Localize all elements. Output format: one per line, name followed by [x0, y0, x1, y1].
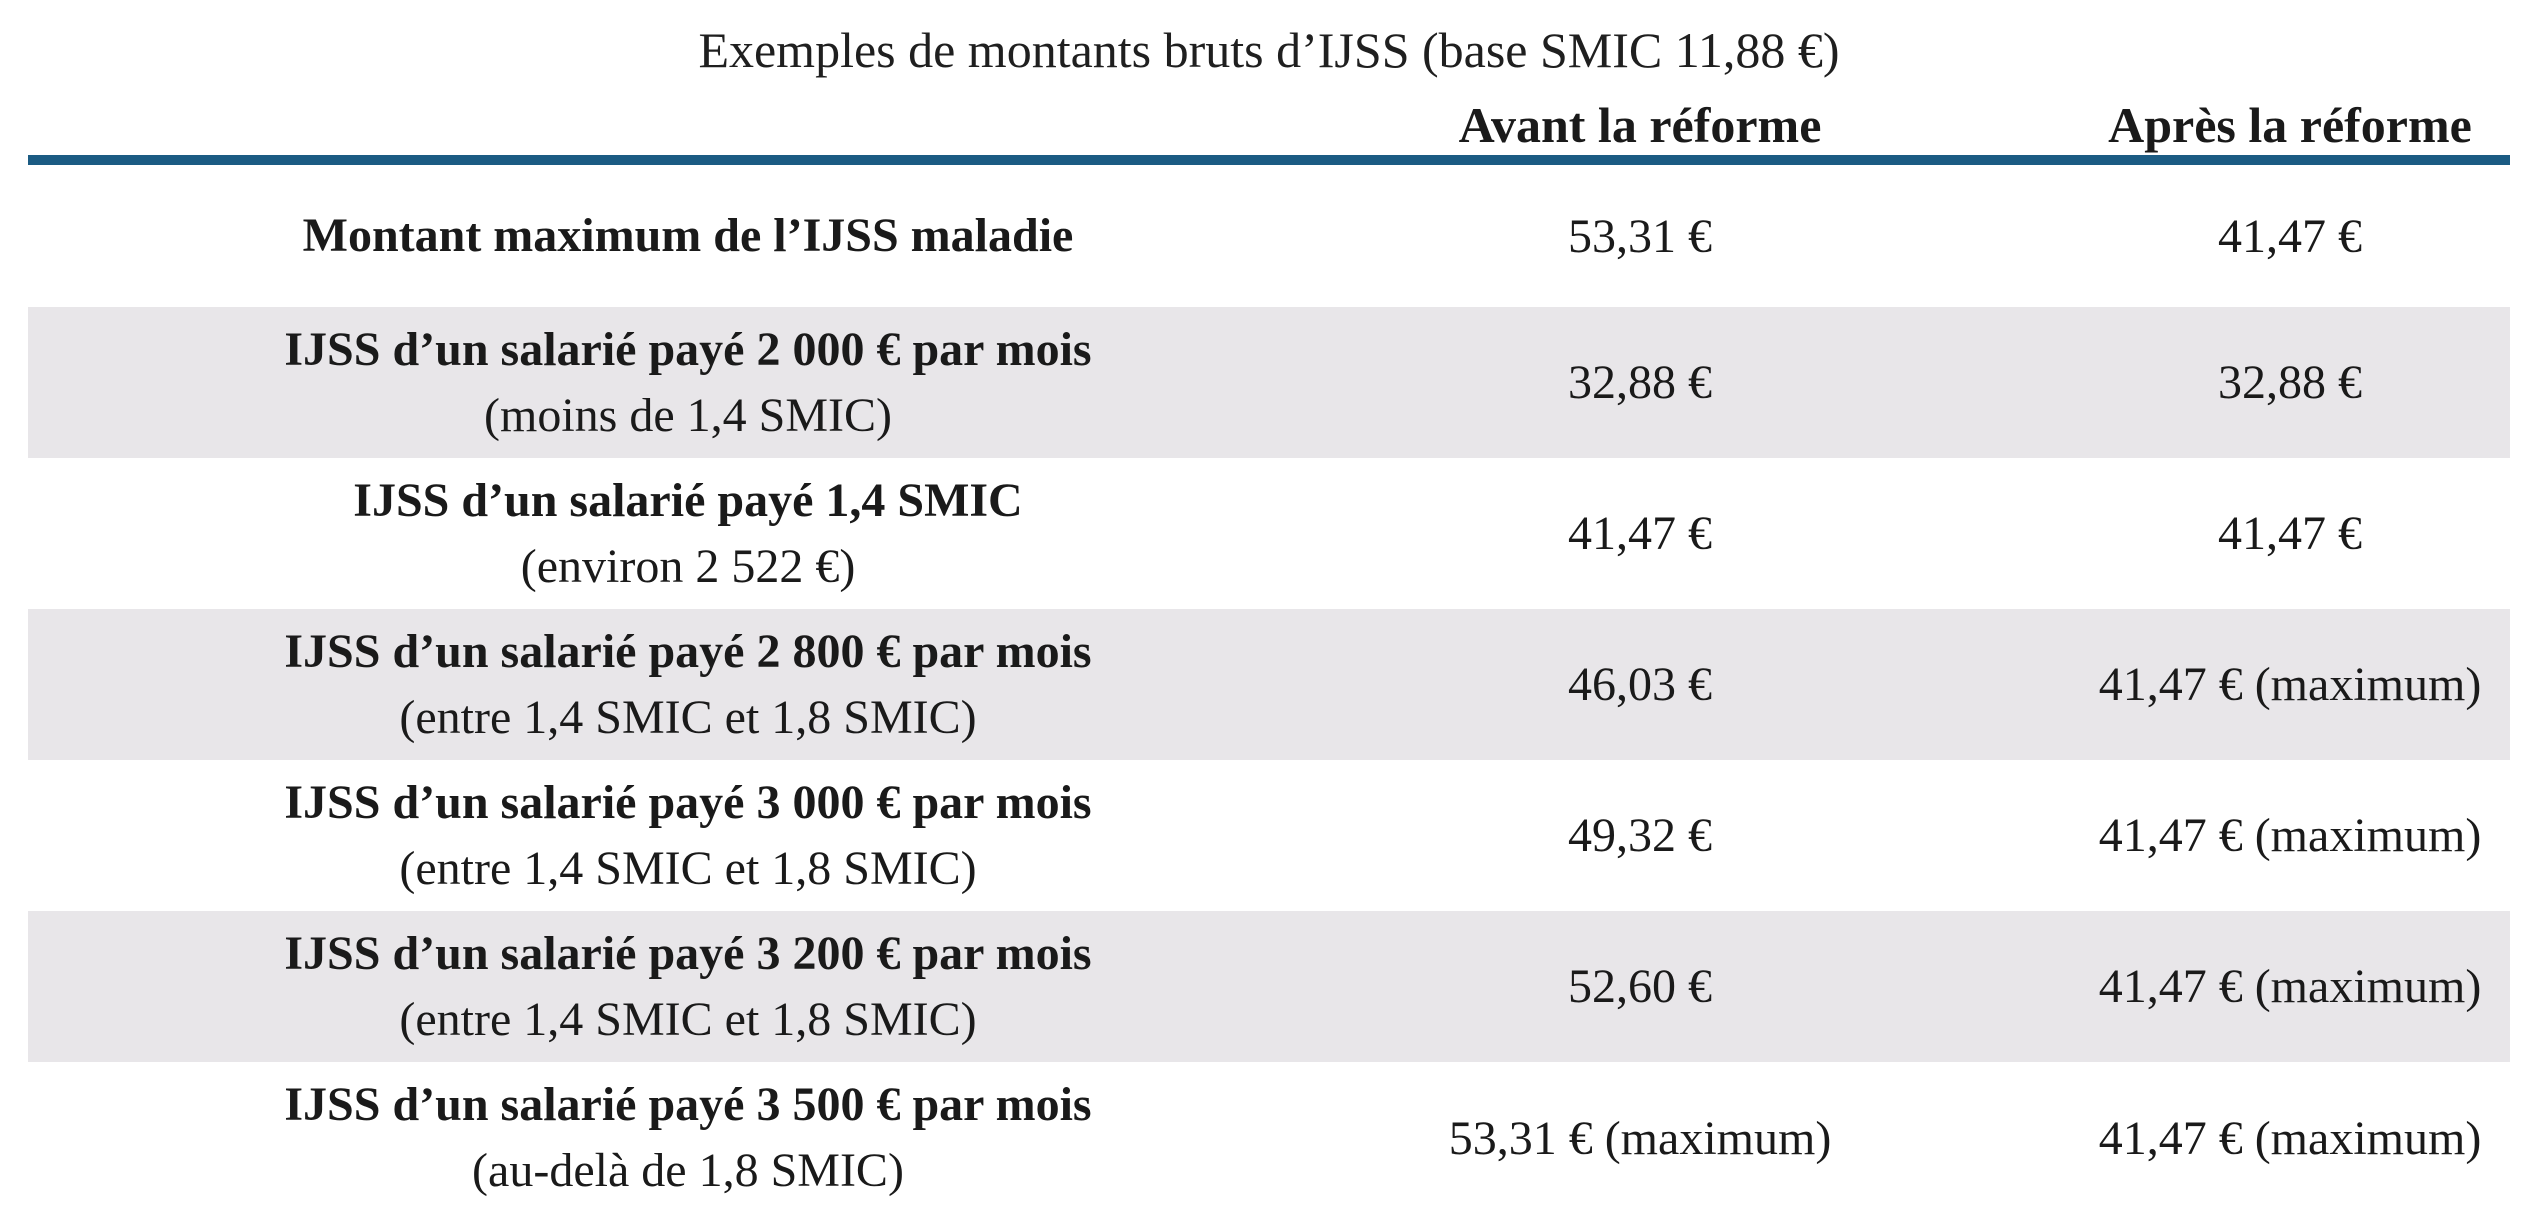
value-before: 53,31 €: [1568, 209, 1712, 263]
row-label-cell: [28, 307, 1348, 458]
row-label-cell: [28, 165, 1348, 307]
row-label: IJSS d’un salarié payé 1,4 SMIC: [353, 473, 1023, 527]
value-after: 41,47 € (maximum): [2098, 658, 2482, 711]
row-sublabel: (moins de 1,4 SMIC): [484, 388, 892, 442]
row-label: IJSS d’un salarié payé 2 000 € par mois: [284, 322, 1092, 376]
value-before: 49,32 €: [1568, 809, 1712, 862]
table-title: Exemples de montants bruts d’IJSS (base SMIC 11,88 €): [698, 22, 1840, 78]
row-sublabel: (entre 1,4 SMIC et 1,8 SMIC): [399, 841, 977, 895]
table-row: [28, 609, 2510, 760]
value-after: 41,47 € (maximum): [2098, 960, 2482, 1013]
table-row: [28, 307, 2510, 458]
value-after: 41,47 € (maximum): [2098, 809, 2482, 862]
row-label: IJSS d’un salarié payé 3 000 € par mois: [284, 775, 1092, 829]
value-before: 41,47 €: [1568, 507, 1712, 560]
column-header-after: Après la réforme: [2108, 97, 2472, 153]
row-label: IJSS d’un salarié payé 3 200 € par mois: [284, 926, 1092, 980]
row-label-cell: [28, 760, 1348, 911]
header-rule: [28, 155, 2510, 165]
row-label-cell: [28, 609, 1348, 760]
row-label: Montant maximum de l’IJSS maladie: [302, 209, 1074, 262]
row-sublabel: (entre 1,4 SMIC et 1,8 SMIC): [399, 992, 977, 1046]
value-after: 32,88 €: [2218, 356, 2362, 409]
value-after: 41,47 €: [2218, 209, 2362, 263]
row-sublabel: (environ 2 522 €): [520, 539, 856, 593]
value-before: 32,88 €: [1568, 356, 1712, 409]
value-after: 41,47 €: [2218, 507, 2362, 560]
value-before: 52,60 €: [1568, 960, 1712, 1013]
table-row: [28, 165, 2510, 307]
row-label-cell: [28, 458, 1348, 609]
row-sublabel: (entre 1,4 SMIC et 1,8 SMIC): [399, 690, 977, 744]
table-row: [28, 458, 2510, 609]
row-label: IJSS d’un salarié payé 2 800 € par mois: [284, 624, 1092, 678]
value-after: 41,47 € (maximum): [2098, 1111, 2482, 1165]
value-before: 46,03 €: [1568, 658, 1712, 711]
table-row: [28, 760, 2510, 911]
row-label-cell: [28, 1062, 1348, 1214]
table-row: [28, 1062, 2510, 1214]
column-header-before: Avant la réforme: [1458, 97, 1822, 153]
comparison-table: [28, 165, 2510, 1214]
row-label: IJSS d’un salarié payé 3 500 € par mois: [284, 1078, 1092, 1131]
value-before: 53,31 € (maximum): [1448, 1111, 1832, 1165]
table-row: [28, 911, 2510, 1062]
row-sublabel: (au-delà de 1,8 SMIC): [472, 1144, 904, 1197]
row-label-cell: [28, 911, 1348, 1062]
